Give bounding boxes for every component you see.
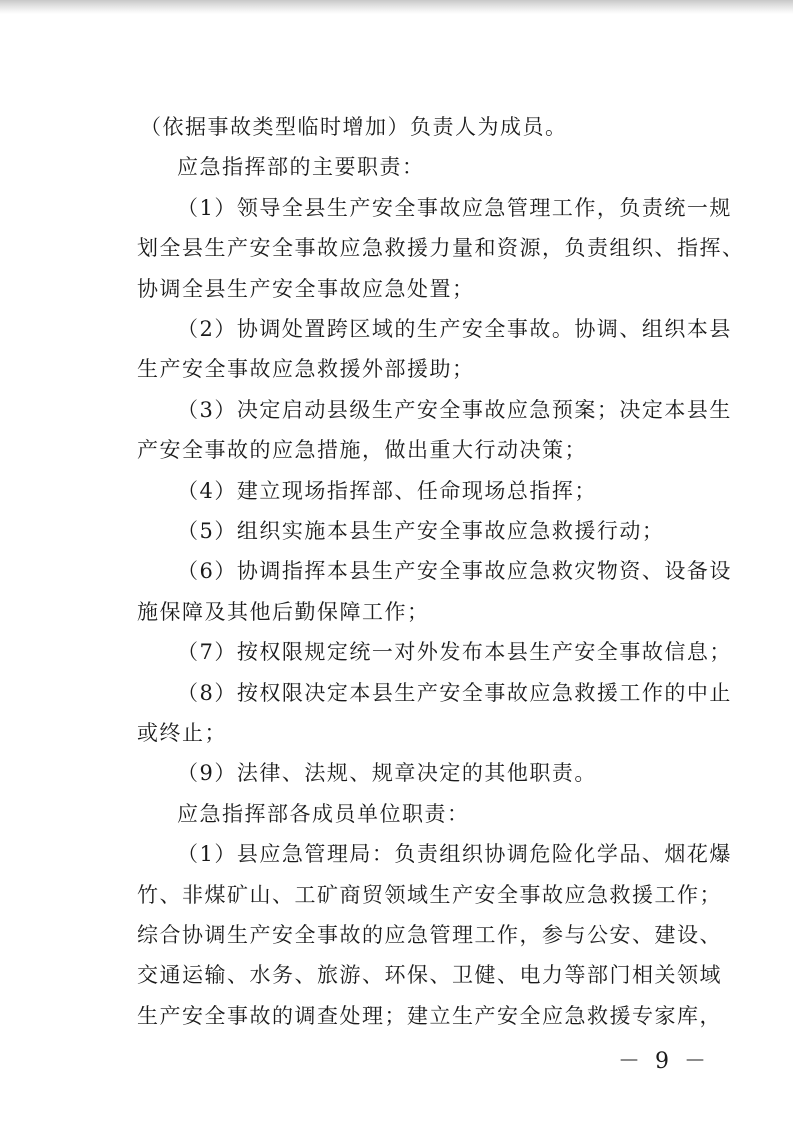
text-line-4: 划全县生产安全事故应急救援力量和资源，负责组织、指挥、 — [137, 236, 745, 261]
text-line-8: （3）决定启动县级生产安全事故应急预案；决定本县生 — [177, 397, 732, 422]
text-line-1: （依据事故类型临时增加）负责人为成员。 — [140, 115, 568, 139]
text-line-12: （6）协调指挥本县生产安全事故应急救灾物资、设备设 — [177, 559, 732, 584]
text-line-21: 综合协调生产安全事故的应急管理工作，参与公安、建设、 — [137, 923, 722, 947]
text-line-5: 协调全县生产安全事故应急处置； — [137, 276, 475, 301]
text-line-14: （7）按权限规定统一对外发布本县生产安全事故信息； — [177, 640, 732, 665]
text-line-11: （5）组织实施本县生产安全事故应急救援行动； — [177, 519, 665, 543]
text-line-16: 或终止； — [137, 721, 227, 745]
text-line-22: 交通运输、水务、旅游、环保、卫健、电力等部门相关领域 — [137, 963, 722, 988]
page-number: － 9 － — [618, 1049, 710, 1075]
text-line-13: 施保障及其他后勤保障工作； — [137, 599, 430, 624]
text-line-3: （1）领导全县生产安全事故应急管理工作，负责统一规 — [177, 195, 732, 220]
text-line-19: （1）县应急管理局：负责组织协调危险化学品、烟花爆 — [177, 842, 732, 867]
text-line-6: （2）协调处置跨区域的生产安全事故。协调、组织本县 — [177, 317, 732, 341]
text-line-9: 产安全事故的应急措施，做出重大行动决策； — [137, 438, 587, 463]
text-line-18: 应急指挥部各成员单位职责： — [177, 801, 470, 826]
text-line-23: 生产安全事故的调查处理；建立生产安全应急救援专家库， — [137, 1003, 722, 1028]
text-line-15: （8）按权限决定本县生产安全事故应急救援工作的中止 — [177, 680, 732, 705]
text-line-7: 生产安全事故应急救援外部援助； — [137, 357, 475, 382]
text-line-10: （4）建立现场指挥部、任命现场总指挥； — [177, 478, 597, 503]
text-line-17: （9）法律、法规、规章决定的其他职责。 — [177, 761, 597, 786]
text-line-2: 应急指挥部的主要职责： — [177, 155, 425, 180]
text-line-20: 竹、非煤矿山、工矿商贸领域生产安全事故应急救援工作； — [137, 882, 722, 907]
